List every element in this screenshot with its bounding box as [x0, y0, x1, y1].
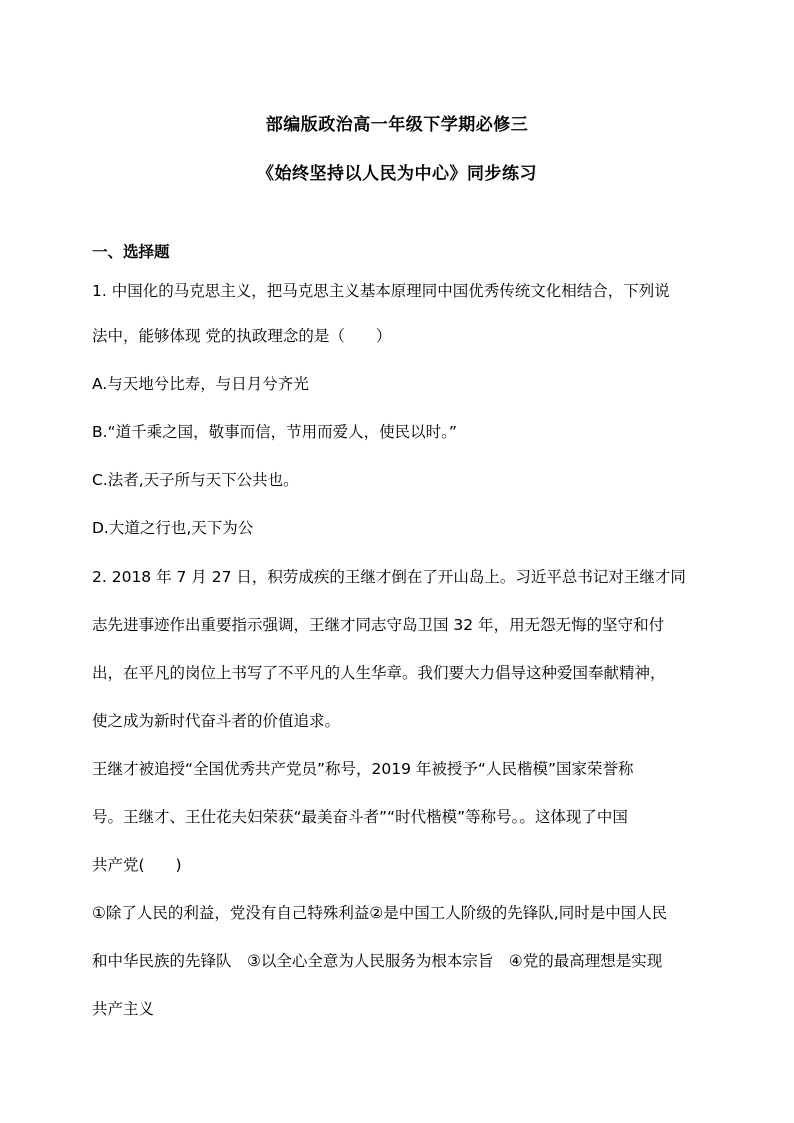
question-2-text-line7: 共产党( )	[92, 856, 182, 874]
question-2-text-line5: 王继才被追授“全国优秀共产党员”称号，2019 年被授予“人民楷模”国家荣誉称	[92, 760, 634, 778]
question-2-text-line3: 出，在平凡的岗位上书写了不平凡的人生华章。我们要大力倡导这种爱国奉献精神，	[92, 664, 666, 682]
question-2-text-line2: 志先进事迹作出重要指示强调，王继才同志守岛卫国 32 年，用无怨无悔的坚守和付	[92, 616, 665, 634]
question-1-text-line1: 1. 中国化的马克思主义，把马克思主义基本原理同中国优秀传统文化相结合，下列说	[92, 282, 670, 300]
question-1-option-d: D.大道之行也,天下为公	[92, 519, 254, 537]
question-1-option-c: C.法者,天子所与天下公共也。	[92, 471, 299, 489]
question-2-statement-line3: 共产主义	[92, 1000, 155, 1018]
document-title-line1: 部编版政治高一年级下学期必修三	[265, 115, 529, 135]
question-2-statement-line1: ①除了人民的利益，党没有自己特殊利益②是中国工人阶级的先锋队,同时是中国人民	[92, 904, 668, 922]
document-title-line2: 《始终坚持以人民为中心》同步练习	[257, 164, 537, 184]
question-1-option-b: B.“道千乘之国，敬事而信，节用而爱人，使民以时。”	[92, 423, 457, 441]
question-1-text-line2: 法中，能够体现 党的执政理念的是（ ）	[92, 327, 392, 345]
question-2-text-line4: 使之成为新时代奋斗者的价值追求。	[92, 712, 341, 730]
question-1-option-a: A.与天地兮比寿，与日月兮齐光	[92, 375, 309, 393]
question-2-statement-line2: 和中华民族的先锋队 ③以全心全意为人民服务为根本宗旨 ④党的最高理想是实现	[92, 952, 663, 970]
section-heading: 一、选择题	[92, 243, 170, 261]
question-2-text-line6: 号。王继才、王仕花夫妇荣获“最美奋斗者”“时代楷模”等称号。。这体现了中国	[92, 808, 628, 826]
question-2-text-line1: 2. 2018 年 7 月 27 日，积劳成疾的王继才倒在了开山岛上。习近平总书记对王继才同	[92, 568, 686, 586]
